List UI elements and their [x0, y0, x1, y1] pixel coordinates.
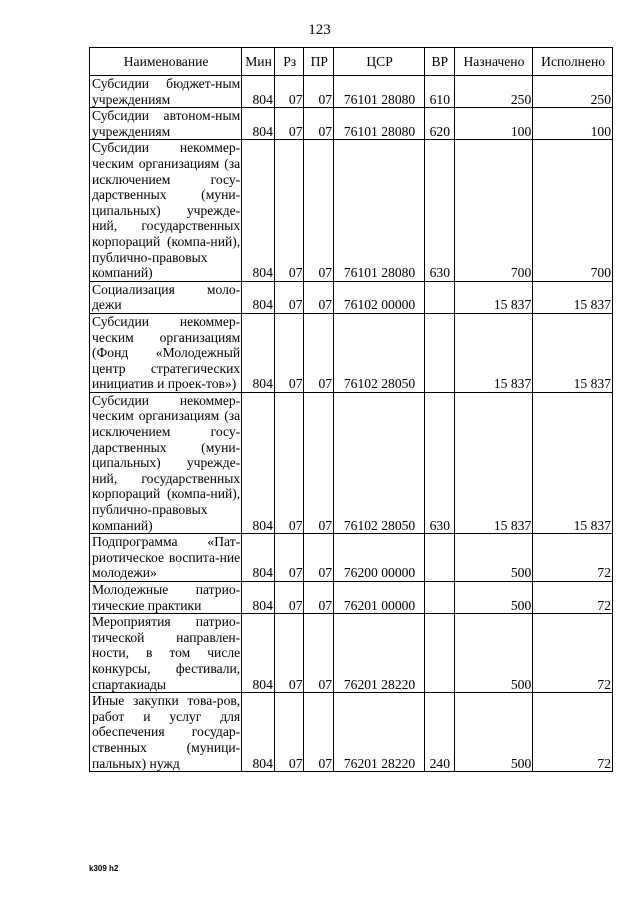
row-vr: 630 [425, 140, 455, 281]
header-pr: ПР [304, 48, 334, 76]
row-rz: 07 [274, 392, 304, 533]
table-row [90, 693, 613, 772]
row-min: 804 [242, 693, 275, 772]
row-assigned: 500 [454, 693, 533, 772]
row-min: 804 [242, 392, 275, 533]
row-pr: 07 [304, 534, 334, 582]
header-assigned: Назначено [454, 48, 533, 76]
row-csr: 76102 28050 [334, 392, 425, 533]
row-min: 804 [242, 108, 275, 140]
row-name: Мероприятия патрио-тической направлен-ности, в том числе конкурсы, фестивали, спартакиады [90, 614, 242, 693]
row-csr: 76101 28080 [334, 108, 425, 140]
table-row [90, 582, 613, 614]
row-executed: 15 837 [533, 281, 613, 313]
row-pr: 07 [304, 582, 334, 614]
row-rz: 07 [274, 281, 304, 313]
row-assigned: 15 837 [454, 281, 533, 313]
row-rz: 07 [274, 614, 304, 693]
table-row [90, 534, 613, 582]
row-csr: 76200 00000 [334, 534, 425, 582]
row-executed: 100 [533, 108, 613, 140]
row-min: 804 [242, 534, 275, 582]
page-number: 123 [308, 22, 331, 38]
row-vr: 630 [425, 392, 455, 533]
row-min: 804 [242, 140, 275, 281]
row-rz: 07 [274, 108, 304, 140]
row-name: Субсидии некоммер-ческим организациям (за исключением госу-дарственных (муни-ципальных) учрежде-ний, государственных корпораций (компа-ний), публично-правовых компаний) [90, 140, 242, 281]
row-vr: 620 [425, 108, 455, 140]
row-vr [425, 582, 455, 614]
row-csr: 76101 28080 [334, 76, 425, 108]
row-executed: 700 [533, 140, 613, 281]
row-name: Субсидии некоммер-ческим организациям (за исключением госу-дарственных (муни-ципальных) учрежде-ний, государственных корпораций (компа-ний), публично-правовых компаний) [90, 392, 242, 533]
table-row [90, 281, 613, 313]
row-assigned: 15 837 [454, 392, 533, 533]
row-assigned: 15 837 [454, 313, 533, 392]
row-pr: 07 [304, 76, 334, 108]
row-csr: 76201 00000 [334, 582, 425, 614]
header-executed: Исполнено [533, 48, 613, 76]
table-row [90, 392, 613, 533]
row-rz: 07 [274, 582, 304, 614]
row-assigned: 250 [454, 76, 533, 108]
row-rz: 07 [274, 534, 304, 582]
row-assigned: 700 [454, 140, 533, 281]
row-executed: 72 [533, 582, 613, 614]
row-executed: 72 [533, 614, 613, 693]
row-name: Иные закупки това-ров, работ и услуг для обеспечения государ-ственных (муници-пальных) нужд [90, 693, 242, 772]
table-row [90, 614, 613, 693]
row-pr: 07 [304, 281, 334, 313]
row-min: 804 [242, 281, 275, 313]
row-min: 804 [242, 582, 275, 614]
footer-code: k309 h2 [89, 864, 119, 873]
row-csr: 76201 28220 [334, 614, 425, 693]
row-rz: 07 [274, 693, 304, 772]
row-name: Молодежные патрио-тические практики [90, 582, 242, 614]
row-vr [425, 534, 455, 582]
row-vr [425, 281, 455, 313]
row-executed: 72 [533, 693, 613, 772]
row-pr: 07 [304, 614, 334, 693]
table-row [90, 140, 613, 281]
row-name: Субсидии автоном-ным учреждениям [90, 108, 242, 140]
row-pr: 07 [304, 313, 334, 392]
row-assigned: 500 [454, 582, 533, 614]
row-rz: 07 [274, 140, 304, 281]
row-name: Подпрограмма «Пат-риотическое воспита-ние молодежи» [90, 534, 242, 582]
row-name: Социализация моло-дежи [90, 281, 242, 313]
header-rz: Рз [274, 48, 304, 76]
row-name: Субсидии некоммер-ческим организациям (Фонд «Молодежный центр стратегических инициатив и проек-тов») [90, 313, 242, 392]
row-pr: 07 [304, 392, 334, 533]
row-executed: 15 837 [533, 313, 613, 392]
row-csr: 76102 00000 [334, 281, 425, 313]
row-pr: 07 [304, 693, 334, 772]
budget-table [89, 47, 613, 772]
row-csr: 76102 28050 [334, 313, 425, 392]
table-row [90, 76, 613, 108]
row-min: 804 [242, 76, 275, 108]
table-row [90, 108, 613, 140]
header-csr: ЦСР [334, 48, 425, 76]
row-executed: 72 [533, 534, 613, 582]
row-csr: 76101 28080 [334, 140, 425, 281]
row-executed: 250 [533, 76, 613, 108]
row-executed: 15 837 [533, 392, 613, 533]
row-min: 804 [242, 614, 275, 693]
row-name: Субсидии бюджет-ным учреждениям [90, 76, 242, 108]
table-row [90, 313, 613, 392]
row-pr: 07 [304, 108, 334, 140]
table-header-row [90, 48, 613, 76]
row-assigned: 500 [454, 614, 533, 693]
row-min: 804 [242, 313, 275, 392]
row-vr: 240 [425, 693, 455, 772]
row-vr: 610 [425, 76, 455, 108]
row-assigned: 500 [454, 534, 533, 582]
header-vr: ВР [425, 48, 455, 76]
row-pr: 07 [304, 140, 334, 281]
row-assigned: 100 [454, 108, 533, 140]
header-min: Мин [242, 48, 275, 76]
row-rz: 07 [274, 76, 304, 108]
row-rz: 07 [274, 313, 304, 392]
row-vr [425, 313, 455, 392]
header-name: Наименование [90, 48, 242, 76]
row-vr [425, 614, 455, 693]
row-csr: 76201 28220 [334, 693, 425, 772]
